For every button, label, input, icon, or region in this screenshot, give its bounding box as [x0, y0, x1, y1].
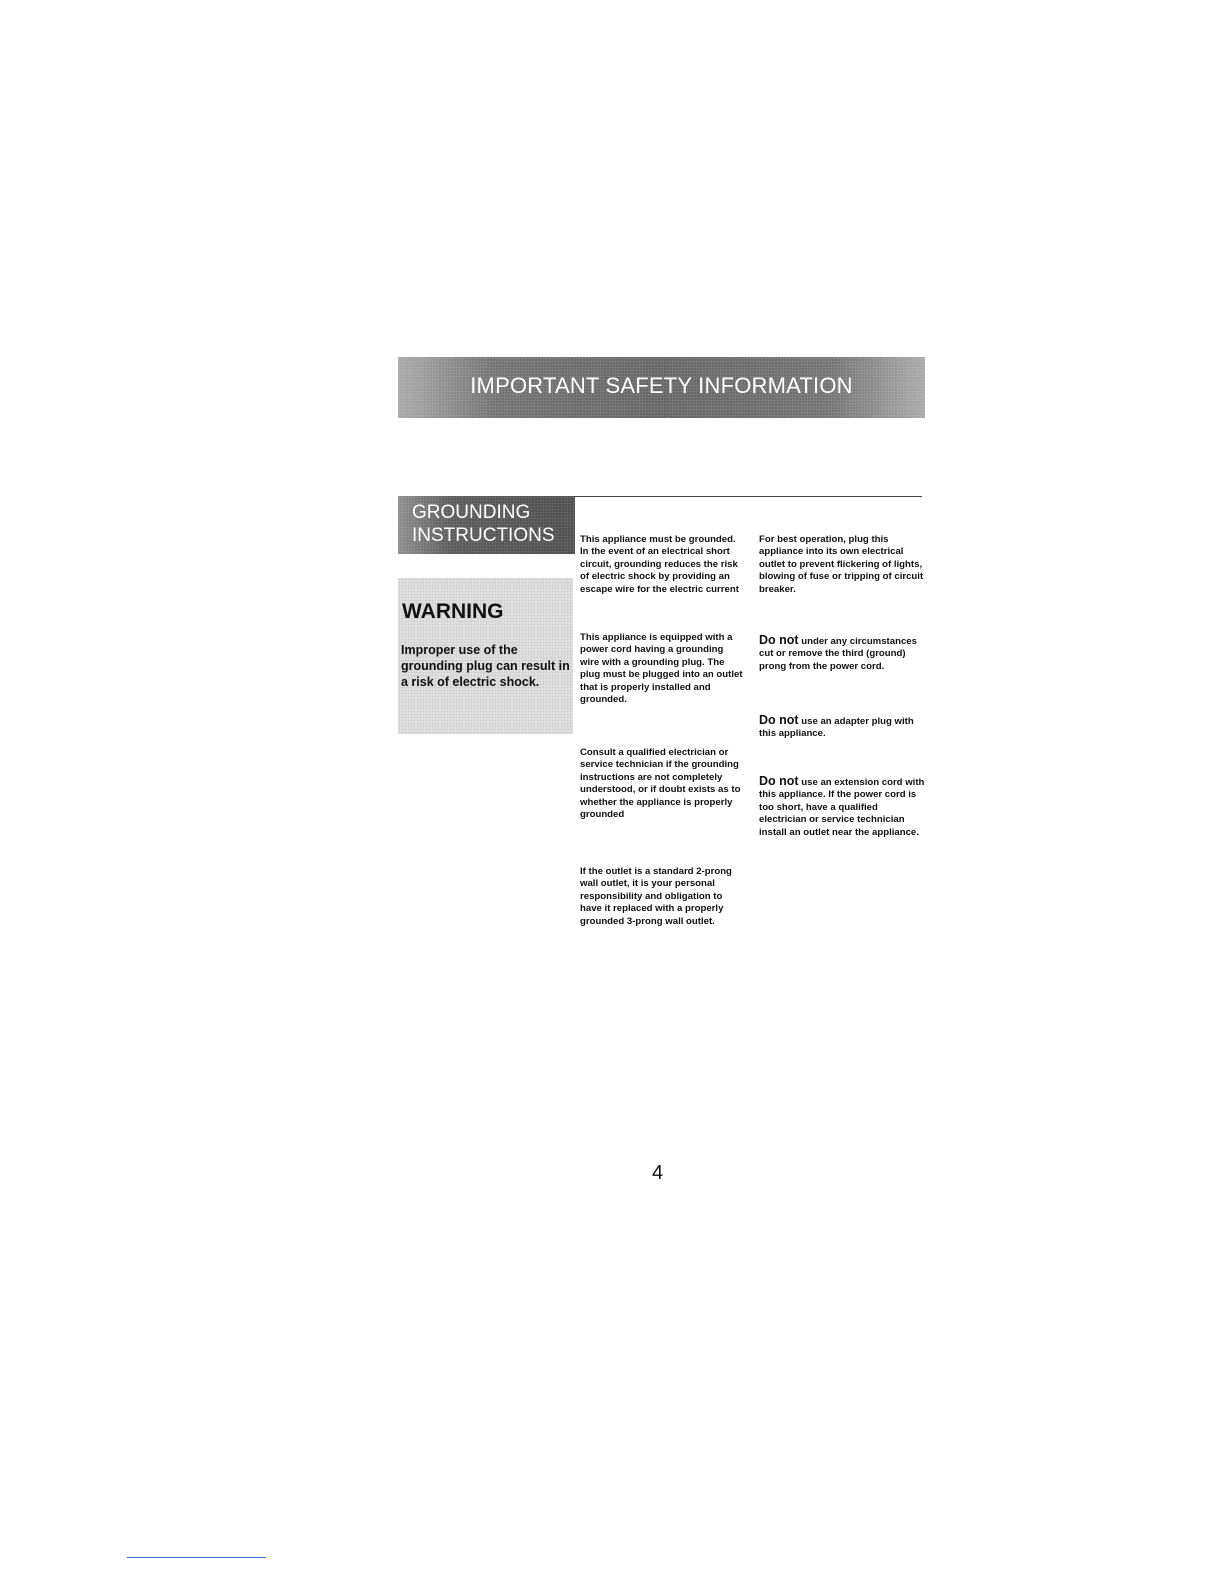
warning-text: Improper use of the grounding plug can result in a risk of electric shock. — [401, 643, 570, 689]
banner-title: IMPORTANT SAFETY INFORMATION — [470, 372, 853, 398]
do-not-label: Do not — [759, 713, 799, 727]
page-number: 4 — [652, 1162, 664, 1184]
paragraph-do-not-extension — [759, 775, 925, 839]
do-not-label: Do not — [759, 774, 799, 788]
paragraph-do-not-remove-prong — [759, 634, 925, 673]
paragraph-grounded: This appliance must be grounded. In the event of an electrical short circuit, grounding reduces the risk of electric shock by providing an escape wire for the electric current — [580, 534, 739, 595]
footnote-rule — [127, 1557, 266, 1558]
safety-banner — [398, 357, 925, 418]
instructions-column-2 — [759, 534, 925, 838]
grounding-section-header — [398, 496, 575, 554]
paragraph-consult-electrician: Consult a qualified electrician or service technician if the grounding instructions are not completely understood, or if doubt exists as to whether the appliance is properly grounded — [580, 747, 741, 821]
section-title-line2: INSTRUCTIONS — [412, 525, 555, 546]
paragraph-best-operation: For best operation, plug this appliance into its own electrical outlet to prevent flickering of lights, blowing of fuse or tripping of circuit breaker. — [759, 534, 924, 595]
warning-box — [398, 578, 573, 734]
paragraph-do-not-adapter — [759, 714, 925, 741]
do-not-label: Do not — [759, 633, 799, 647]
do-not-text: under any circumstances cut or remove the third (ground) prong from the power cord. — [759, 636, 917, 672]
do-not-text: use an extension cord with this appliance. If the power cord is too short, have a qualified electrician or service technician install an outlet near the appliance. — [759, 777, 925, 838]
paragraph-two-prong-outlet: If the outlet is a standard 2-prong wall outlet, it is your personal responsibility and obligation to have it replaced with a properly grounded 3-prong wall outlet. — [580, 866, 732, 927]
section-title-line1: GROUNDING — [412, 502, 531, 523]
section-divider — [575, 496, 922, 497]
paragraph-power-cord: This appliance is equipped with a power cord having a grounding wire with a grounding plug. The plug must be plugged into an outlet that is properly installed and grounded. — [580, 632, 743, 706]
do-not-text: use an adapter plug with this appliance. — [759, 716, 914, 740]
warning-title: WARNING — [402, 600, 504, 623]
